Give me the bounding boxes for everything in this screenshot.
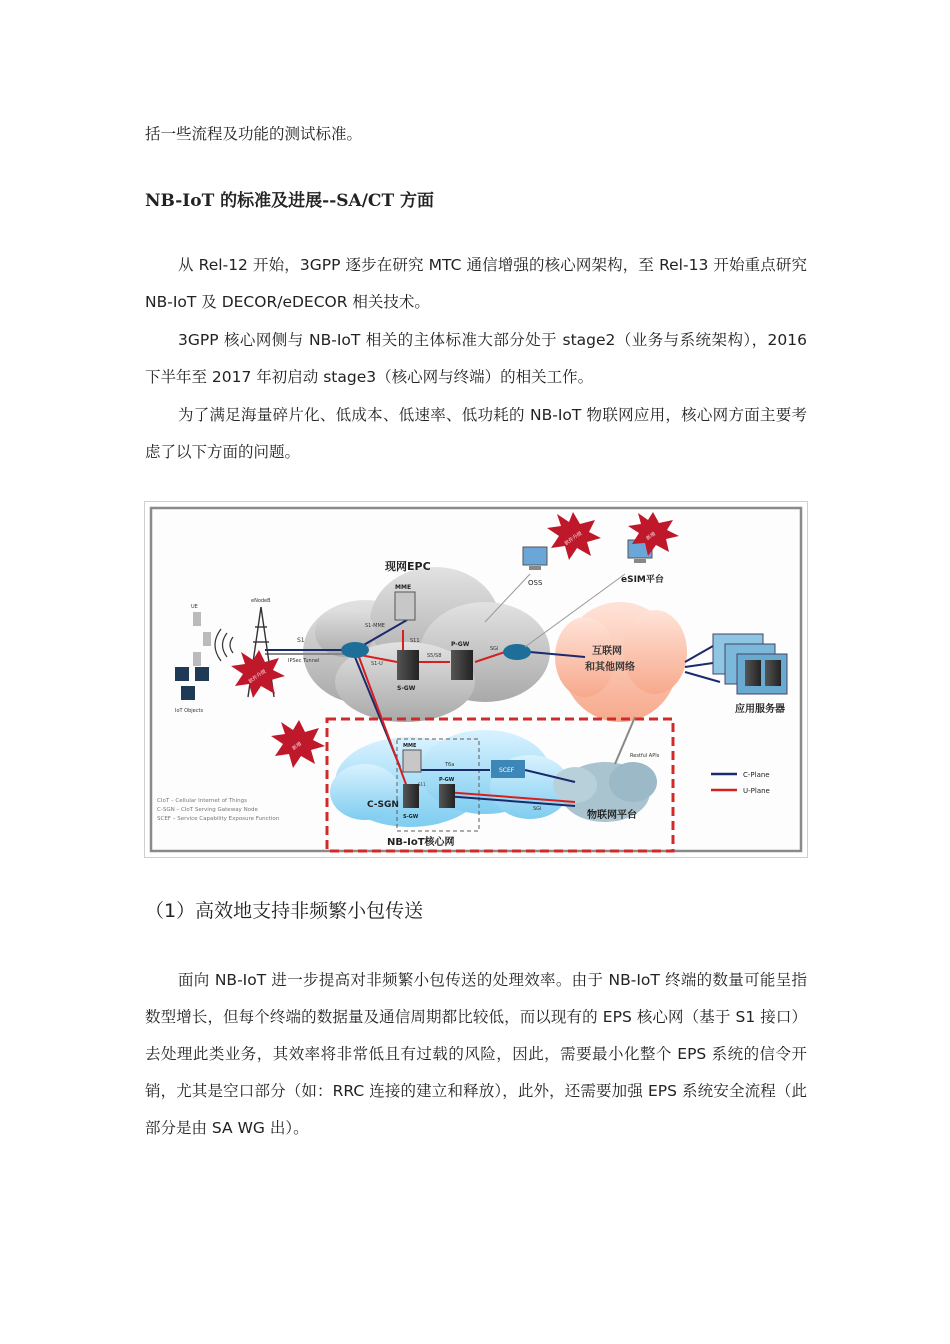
sgw-label: S-GW <box>397 685 416 692</box>
app-server-label: 应用服务器 <box>735 704 785 715</box>
abbrev-2: C-SGN – CIoT Serving Gateway Node <box>157 807 258 813</box>
internet-label-1: 互联网 <box>592 646 622 657</box>
abbrev-1: CIoT – Cellular Internet of Things <box>157 798 247 804</box>
csgn-pgw-server <box>439 784 455 808</box>
architecture-diagram <box>145 502 807 857</box>
fragment-text: 括一些流程及功能的测试标准。 <box>145 125 363 143</box>
paragraph-2: 3GPP 核心网侧与 NB-IoT 相关的主体标准大部分处于 stage2（业务与系统架构），2016 下半年至 2017 年初启动 stage3（核心网与终端）的相关工作。 <box>145 331 807 386</box>
burst4-text: 新增 <box>291 741 303 752</box>
s1-label: S1 <box>297 637 305 644</box>
csgn-mme-label: MME <box>403 743 417 749</box>
restful-label: Restful APIs <box>630 753 660 759</box>
paragraph-1: 从 Rel-12 开始，3GPP 逐步在研究 MTC 通信增强的核心网架构，至 Rel-13 开始重点研究 NB-IoT 及 DECOR/eDECOR 相关技术。 <box>145 256 807 311</box>
scef-label: SCEF <box>499 767 515 774</box>
section-heading: NB-IoT 的标准及进展--SA/CT 方面 <box>145 191 435 211</box>
burst1-text: 软件升级 <box>563 530 584 548</box>
paragraph-4: 面向 NB-IoT 进一步提高对非频繁小包传送的处理效率。由于 NB-IoT 终端的数量可能呈指数型增长，但每个终端的数据量及通信周期都比较低，而以现有的 EPS 核心网（基于 S1 接口）去处理此类业务，其效率将非常低且有过载的风险，因此，需要最小化整个 EPS 系统的信令开销，尤其是空口部分（如：RRC 连接的建立和释放），此外，还需要加强 EPS 系统安全流程（此部分是由 SA WG 出）。 <box>145 971 807 1137</box>
s5s8-label: S5/S8 <box>427 653 442 659</box>
sgw-server <box>397 650 419 680</box>
csgn-mme-server <box>403 750 421 772</box>
oss-label: OSS <box>528 579 543 587</box>
pgw-label: P-GW <box>451 641 470 648</box>
enodeb-label: eNodeB <box>251 598 271 604</box>
paragraph-3: 为了满足海量碎片化、低成本、低速率、低功耗的 NB-IoT 物联网应用，核心网方面主要考虑了以下方面的问题。 <box>145 406 807 461</box>
csgn-sgw-label: S-GW <box>403 814 419 820</box>
esim-label: eSIM平台 <box>621 575 664 585</box>
legend-u-label: U-Plane <box>743 787 770 795</box>
s11-label: S11 <box>410 638 420 644</box>
internet-label-2: 和其他网络 <box>585 662 635 673</box>
iot-platform-label: 物联网平台 <box>587 810 637 821</box>
csgn-s11-label: S11 <box>418 782 426 787</box>
nbiot-architecture-figure <box>144 501 808 858</box>
csgn-label: C-SGN <box>367 800 399 810</box>
s1u-label: S1-U <box>371 661 383 667</box>
t6a-label: T6a <box>445 762 455 768</box>
pgw-server <box>451 650 473 680</box>
s1mme-label: S1-MME <box>365 623 385 629</box>
legend-c-label: C-Plane <box>743 771 770 779</box>
sgi-label: SGi <box>490 646 499 652</box>
mme-server <box>395 592 415 620</box>
csgn-pgw-label: P-GW <box>439 777 455 783</box>
csgn-sgw-server <box>403 784 419 808</box>
epc-title: 现网EPC <box>385 560 431 573</box>
nbiot-core-label: NB-IoT核心网 <box>387 837 455 848</box>
burst2-text: 新增 <box>645 531 657 542</box>
abbrev-3: SCEF – Service Capability Exposure Function <box>157 816 280 822</box>
ipsec-label: IPSec Tunnel <box>288 658 320 664</box>
csgn-sgi-label: SGi <box>533 806 542 812</box>
iot-objects-label: IoT Objects <box>175 708 204 714</box>
ue-label: UE <box>191 604 198 610</box>
mme-label: MME <box>395 584 412 591</box>
burst3-text: 软件升级 <box>247 668 268 686</box>
subsection-heading: （1）高效地支持非频繁小包传送 <box>145 900 424 922</box>
